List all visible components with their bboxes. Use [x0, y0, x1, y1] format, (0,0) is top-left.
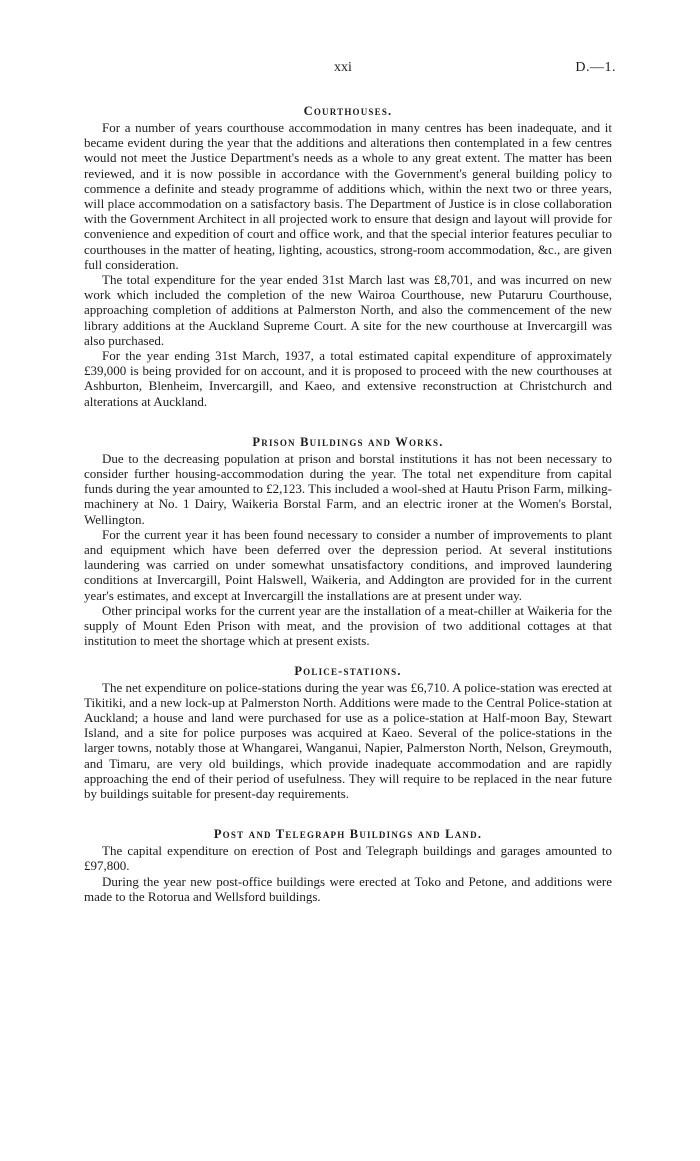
section-title: Post and Telegraph Buildings and Land.	[213, 827, 483, 842]
section-title: Courthouses.	[303, 104, 393, 118]
paragraph: The total expenditure for the year ended 31st March last was £8,701, and was incurred on new work which included the completion of the new Wairoa Courthouse, new Putaruru Courthouse, approaching completion of additions at Palmerston North, and also the commencement of the new library additions at the Auckland Supreme Court. A site for the new courthouse at Invercargill was also purchased.	[84, 272, 612, 348]
page-body	[84, 103, 612, 904]
page-header	[0, 60, 700, 80]
paragraph: Due to the decreasing population at prison and borstal institutions it has not been necessary to consider further housing-accommodation during the year. The total net expenditure from capital funds during the year amounted to £2,123. This included a wool-shed at Hautu Prison Farm, milking-machinery at No. 1 Dairy, Waikeria Borstal Farm, and an electric ironer at the Women's Borstal, Wellington.	[84, 450, 612, 527]
paragraph: During the year new post-office buildings were erected at Toko and Petone, and additions were made to the Rotorua and Wellsford buildings.	[84, 873, 612, 904]
paragraph: Other principal works for the current year are the installation of a meat-chiller at Waikeria for the supply of Mount Eden Prison with meat, and the provision of two additional cottages at that institution to meet the shortage which at present exists.	[84, 602, 612, 649]
section-title: Prison Buildings and Works.	[252, 434, 444, 449]
paragraph: For a number of years courthouse accommodation in many centres has been inadequate, and it became evident during the year that the additions and alterations then contemplated in a few centres would not meet the Justice Department's needs as a whole to any great extent. The matter has been reviewed, and it is now possible in accordance with the Government's general building policy to commence a definite and steady programme of additions which, within the next two or three years, will place accommodation on a satisfactory basis. The Department of Justice is in close collaboration with the Government Architect in all projected work to ensure that design and layout will provide for convenience and expedition of court and office work, and that the special interior features peculiar to courthouses in the matter of heating, lighting, acoustics, strong-room accommodation, &c., are given full consideration.	[84, 120, 612, 272]
section-police-stations	[84, 663, 612, 802]
document-reference: D.—1.	[575, 60, 616, 75]
paragraph: For the current year it has been found necessary to consider a number of improvements to plant and equipment which have been deferred over the depression period. At several institutions laundering was carried on under somewhat unsatisfactory conditions, and improved laundering conditions at Invercargill, Point Halswell, Waikeria, and Addington are provided for in the current year's estimates, and except at Invercargill the installations are at present under way.	[84, 526, 612, 603]
section-prison-buildings	[84, 434, 612, 649]
page-number: xxi	[334, 60, 352, 75]
section-post-telegraph	[84, 826, 612, 904]
section-courthouses	[84, 103, 612, 409]
section-title: Police-stations.	[294, 663, 402, 678]
paragraph: The net expenditure on police-stations during the year was £6,710. A police-station was erected at Tikitiki, and a new lock-up at Palmerston North. Additions were made to the Central Police-station at Auckland; a house and land were purchased for use as a police-station at Half-moon Bay, Stewart Island, and a site for police purposes was acquired at Kaeo. Several of the police-stations in the larger towns, notably those at Whangarei, Wanganui, Napier, Palmerston North, Nelson, Greymouth, and Timaru, are very old buildings, which provide inadequate accommodation and are rapidly approaching the end of their period of usefulness. They will require to be replaced in the near future by buildings suitable for present-day requirements.	[84, 679, 612, 801]
paragraph: The capital expenditure on erection of Post and Telegraph buildings and garages amounted to £97,800.	[84, 843, 612, 874]
paragraph: For the year ending 31st March, 1937, a total estimated capital expenditure of approximately £39,000 is being provided for on account, and it is proposed to proceed with the new courthouses at Ashburton, Blenheim, Invercargill, and Kaeo, and extensive reconstruction at Christchurch and alterations at Auckland.	[84, 348, 612, 409]
